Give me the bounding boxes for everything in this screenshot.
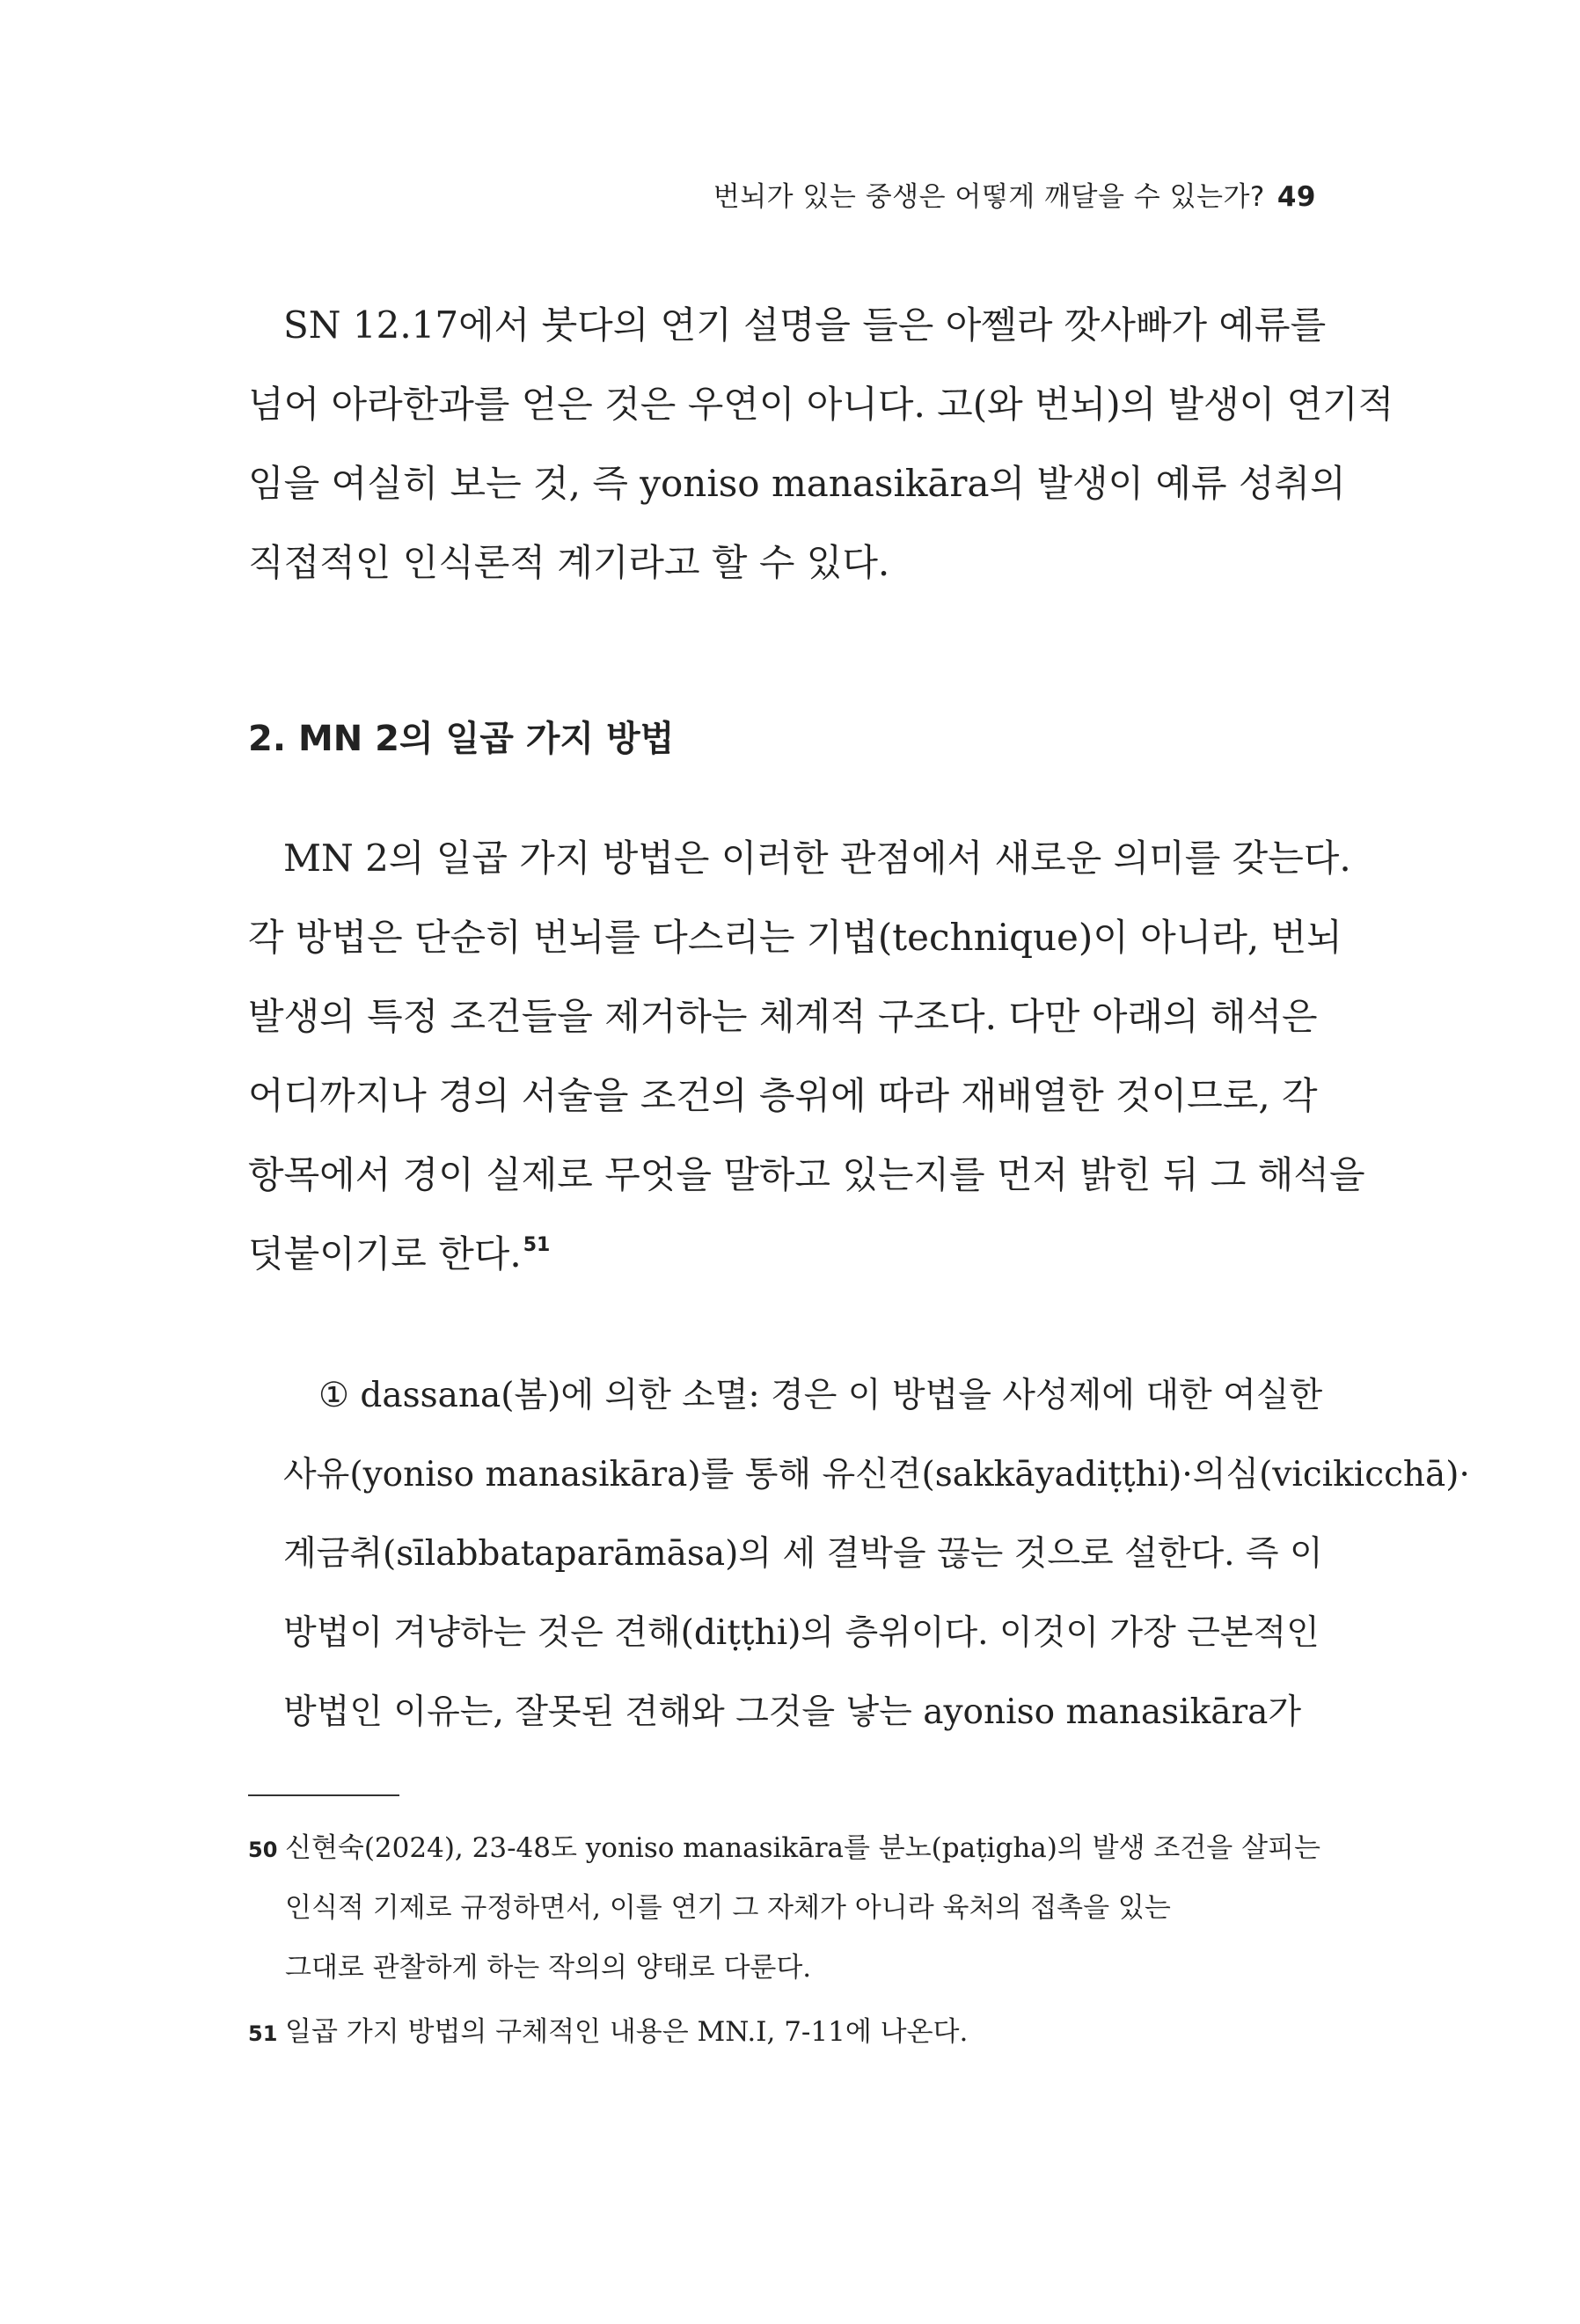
item-line: ① dassana(봄)에 의한 소멸: 경은 이 방법을 사성제에 대한 여실한 [318,1376,1323,1415]
page-number: 49 [1276,181,1316,213]
item-line: 방법이 겨냥하는 것은 견해(diṭṭhi)의 층위이다. 이것이 가장 근본적인 [283,1613,1320,1653]
footnote-line: 인식적 기제로 규정하면서, 이를 연기 그 자체가 아니라 육처의 접촉을 있는 [285,1892,1171,1924]
item-line: 계금취(sīlabbataparāmāsa)의 세 결박을 끊는 것으로 설한다. 즉 이 [283,1534,1323,1574]
item-line: 사유(yoniso manasikāra)를 통해 유신견(sakkāyadiṭṭhi)·의심(vicikicchā)· [283,1455,1470,1495]
paragraph-line: 발생의 특정 조건들을 제거하는 체계적 구조다. 다만 아래의 해석은 [248,995,1318,1038]
footnote-number: 50 [248,1838,278,1862]
paragraph-line: 어디까지나 경의 서술을 조건의 층위에 따라 재배열한 것이므로, 각 [248,1074,1318,1117]
footnote-51-line [248,2009,968,2049]
footnote-text: 신현숙(2024), 23-48도 yoniso manasikāra를 분노(paṭigha)의 발생 조건을 살피는 [285,1832,1320,1864]
paragraph-last-line [248,1225,550,1278]
footnote-50-line [248,1825,1320,1865]
paragraph-line: 직접적인 인식론적 계기라고 할 수 있다. [248,541,890,584]
paragraph-line: 각 방법은 단순히 번뇌를 다스리는 기법(technique)이 아니라, 번뇌 [248,916,1342,959]
item-line: 방법인 이유는, 잘못된 견해와 그것을 낳는 ayoniso manasikāra가 [283,1692,1302,1732]
running-head [713,174,1316,214]
section-heading: 2. MN 2의 일곱 가지 방법 [248,719,675,759]
footnote-divider [248,1794,399,1796]
paragraph-line: 임을 여실히 보는 것, 즉 yoniso manasikāra의 발생이 예류 성취의 [248,462,1346,505]
paragraph-line: 넘어 아라한과를 얻은 것은 우연이 아니다. 고(와 번뇌)의 발생이 연기적 [248,383,1394,426]
paragraph-text: 덧붙이기로 한다. [248,1232,522,1275]
footnote-line: 그대로 관찰하게 하는 작의의 양태로 다룬다. [285,1952,812,1984]
paragraph-line: SN 12.17에서 붓다의 연기 설명을 들은 아쩰라 깟사빠가 예류를 [283,303,1327,347]
footnote-number: 51 [248,2021,278,2046]
footnote-text: 일곱 가지 방법의 구체적인 내용은 MN.I, 7-11에 나온다. [285,2016,969,2048]
paragraph-line: MN 2의 일곱 가지 방법은 이러한 관점에서 새로운 의미를 갖는다. [283,837,1351,880]
paragraph-line: 항목에서 경이 실제로 무엇을 말하고 있는지를 먼저 밝힌 뒤 그 해석을 [248,1153,1365,1196]
running-head-title: 번뇌가 있는 중생은 어떻게 깨달을 수 있는가? [713,181,1265,213]
footnote-ref[interactable]: 51 [523,1234,551,1256]
